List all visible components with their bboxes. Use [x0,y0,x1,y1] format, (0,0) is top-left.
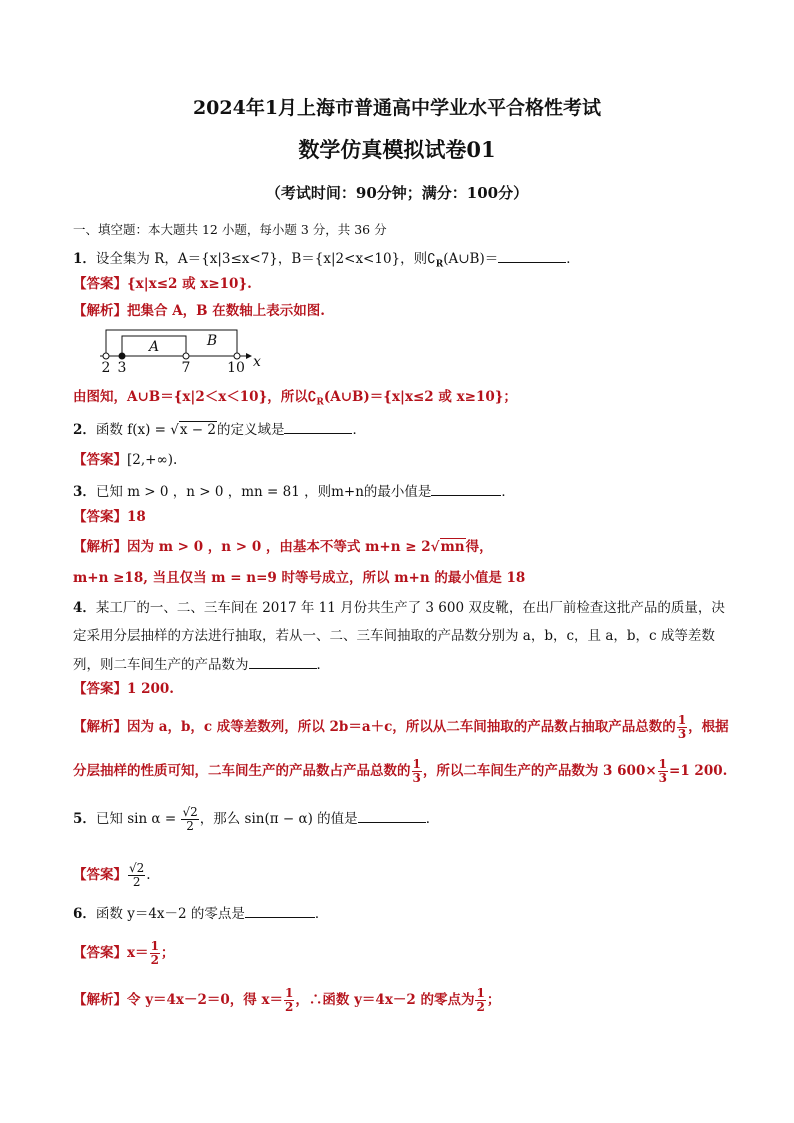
tick-label-3: 3 [117,360,127,376]
axis-var-label: x [253,354,261,370]
tick-label-10: 10 [227,360,245,376]
question-stem: 已知 sin α = [95,811,181,827]
answer-end: . [146,867,151,883]
analysis-4-line2 [73,758,727,785]
fraction-one-half: $\frac{1}{2}$ [285,986,294,1014]
analysis-text-end: ； [486,992,501,1008]
analysis-text: 分层抽样的性质可知，二车间生产的产品数占产品总数的 [73,763,411,779]
sqrt-content: mn [440,539,465,555]
analysis-text: 把集合 A，B 在数轴上表示如图. [127,303,325,319]
question-5 [73,806,439,833]
question-4-line3 [73,654,330,674]
question-4-line2: 定采用分层抽样的方法进行抽取，若从一、二、三车间抽取的产品数分别为 a，b，c，且 a，b，c 成等差数 [73,628,715,644]
question-stem: 函数 f(x) = [95,422,171,438]
question-number: 1． [73,251,96,267]
answer-text: {x|x≤2 或 x≥10}. [127,276,252,292]
conclusion-text-cont: (A∪B)＝{x|x≤2 或 x≥10}； [323,389,517,405]
analysis-tag: 【解析】 [73,303,127,319]
question-stem: 列，则二车间生产的产品数为 [73,657,249,673]
analysis-text: 因为 m > 0 ，n > 0 ，由基本不等式 m+n ≥ 2 [127,539,431,555]
answer-tag: 【答案】 [73,681,127,697]
question-stem-cont: (A∪B)＝ [443,251,499,267]
answer-blank [498,248,566,263]
analysis-1 [73,302,325,320]
analysis-tag: 【解析】 [73,539,127,555]
answer-tag: 【答案】 [73,452,127,468]
analysis-text-end: =1 200. [669,763,728,779]
answer-1 [73,275,252,293]
answer-text: 18 [127,509,146,525]
open-point-7 [183,353,189,359]
fraction-one-third: $\frac{1}{3}$ [677,713,687,741]
question-end: ． [316,657,330,673]
analysis-tag: 【解析】 [73,992,127,1008]
exam-title: 2024年1月上海市普通高中学业水平合格性考试 [192,97,602,119]
question-stem: 已知 m > 0 ，n > 0 ，mn = 81 ，则m+n的最小值是 [95,484,432,500]
answer-blank [284,419,352,434]
open-point-10 [234,353,240,359]
answer-tag: 【答案】 [73,276,127,292]
question-number: 5． [73,811,96,827]
question-number: 2． [73,422,96,438]
analysis-4 [73,714,729,741]
question-stem: 某工厂的一、二、三车间在 2017 年 11 月份共生产了 3 600 双皮靴，在出厂前检查这批产品的质量，决 [95,600,725,616]
tick-label-2: 2 [101,360,111,376]
answer-text: x＝ [127,945,149,961]
answer-end: ； [160,945,175,961]
answer-tag: 【答案】 [73,509,127,525]
fraction-one-half: $\frac{1}{2}$ [476,986,485,1014]
question-end: ． [352,422,366,438]
answer-5 [73,862,151,889]
question-end: ． [314,906,329,922]
answer-blank [245,903,315,918]
closed-point-3 [119,353,125,359]
subscript: R [435,259,444,270]
analysis-text-cont: ，∴函数 y＝4x－2 的零点为 [295,992,475,1008]
number-line-figure [96,326,266,376]
question-stem-cont: 的定义域是 [216,422,285,438]
answer-blank [431,481,501,496]
answer-blank [358,808,426,823]
analysis-6 [73,987,500,1014]
exam-duration: （考试时间：90分钟；满分：100分） [265,184,529,202]
answer-blank [249,654,317,669]
answer-tag: 【答案】 [73,945,127,961]
analysis-text-cont: ，根据 [688,719,729,735]
question-4 [73,599,725,617]
fraction-sqrt2-over-2: $\frac{√2}{2}$ [129,861,145,889]
exam-subtitle: 数学仿真模拟试卷01 [298,137,496,162]
question-number: 4． [73,600,96,616]
answer-3 [73,508,146,526]
fraction-sqrt2-over-2: $\frac{√2}{2}$ [182,805,198,833]
fraction-one-half: $\frac{1}{2}$ [150,939,159,967]
set-b-label: B [206,333,218,349]
subscript: R [316,397,324,408]
analysis-tag: 【解析】 [73,719,127,735]
question-2: 2．函数 f(x) = √x − 2的定义域是 ． [73,419,366,439]
answer-text: 1 200. [127,681,174,697]
answer-4 [73,680,174,698]
set-b-box [106,330,237,356]
analysis-text-cont: 得， [465,539,493,555]
fraction-one-third: $\frac{1}{3}$ [412,757,421,785]
conclusion-1 [73,388,517,412]
open-point-2 [103,353,109,359]
section-heading: 一、填空题：本大题共 12 小题，每小题 3 分，共 36 分 [73,222,387,237]
question-stem: 设全集为 R，A＝{x|3≤x<7}，B＝{x|2<x<10}，则∁ [95,251,436,267]
answer-text: [2,+∞). [127,452,178,468]
answer-2 [73,451,177,469]
analysis-text: 因为 a，b，c 成等差数列，所以 2b＝a＋c，所以从二车间抽取的产品数占抽取产品总数的 [127,719,676,735]
analysis-text: 令 y＝4x－2＝0，得 x＝ [127,992,284,1008]
analysis-text-cont: ，所以二车间生产的产品数为 3 600× [422,763,657,779]
question-stem: 函数 y＝4x－2 的零点是 [95,906,245,922]
fraction-one-third: $\frac{1}{3}$ [658,757,668,785]
tick-label-7: 7 [181,360,191,376]
set-a-label: A [148,339,160,355]
question-3 [73,481,515,501]
answer-6 [73,940,174,967]
question-number: 3． [73,484,96,500]
analysis-3: 【解析】因为 m > 0 ，n > 0 ，由基本不等式 m+n ≥ 2√mn得， [73,539,493,555]
sqrt-content: x − 2 [179,422,216,438]
question-end: ． [501,484,515,500]
conclusion-text: 由图知，A∪B＝{x|2＜x＜10}，所以∁ [73,389,317,405]
question-6 [73,903,328,923]
question-end: ． [425,811,440,827]
question-1 [73,248,580,274]
axis-arrow [246,353,252,359]
question-stem-cont: ，那么 sin(π − α) 的值是 [199,811,358,827]
question-end: ． [566,251,580,267]
answer-tag: 【答案】 [73,867,127,883]
question-number: 6． [73,906,96,922]
analysis-3-line2: m+n ≥18, 当且仅当 m = n=9 时等号成立，所以 m+n 的最小值是 18 [73,570,526,586]
